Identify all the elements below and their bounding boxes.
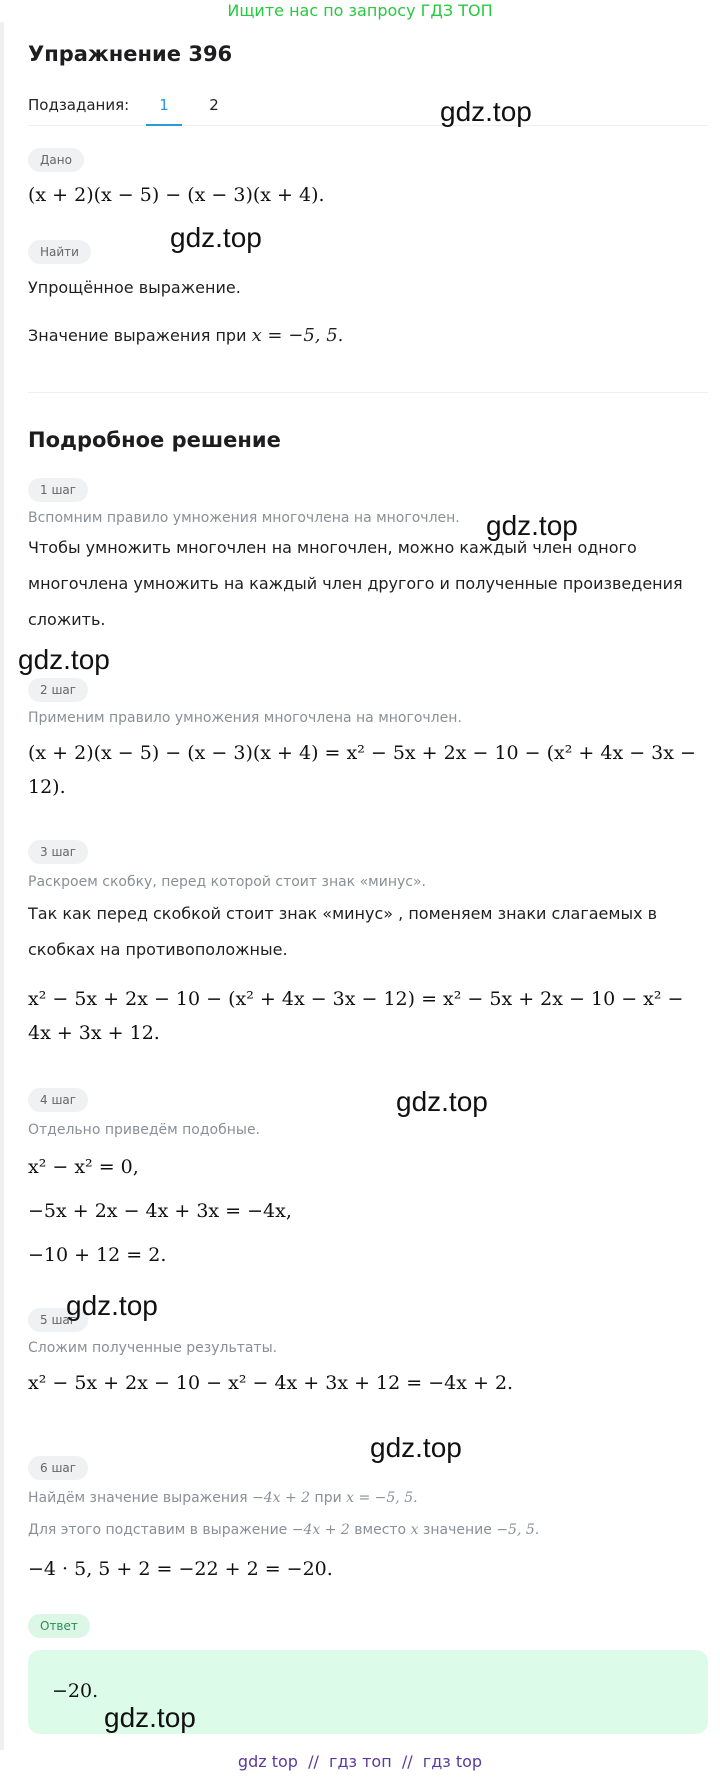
- tab-subtask-1[interactable]: 1: [146, 96, 182, 126]
- subtasks-label: Подзадания:: [28, 96, 130, 114]
- step-6-hint-b-4: x: [410, 1522, 419, 1538]
- step-6-hint-b-2: −4x + 2: [291, 1522, 350, 1538]
- step-1-text: Чтобы умножить многочлен на многочлен, можно каждый член одного многочлена умножить на каждый член другого и полученные произведения сложить.: [28, 538, 683, 629]
- step-6-hint-a-3: при: [310, 1490, 347, 1506]
- find-line-2-math: x = −5, 5.: [251, 325, 344, 346]
- answer-value: −20.: [52, 1680, 99, 1702]
- given-expression: (x + 2)(x − 5) − (x − 3)(x + 4).: [28, 184, 325, 206]
- step-6-hint-b-6: −5, 5.: [496, 1522, 540, 1538]
- watermark: gdz.top: [66, 1290, 158, 1321]
- step-2-hint: Применим правило умножения многочлена на многочлен.: [28, 710, 462, 726]
- find-chip: Найти: [28, 240, 91, 264]
- footer-links[interactable]: gdz top // гдз топ // гдз top: [237, 1752, 483, 1771]
- step-6-hint-a-2: −4x + 2: [252, 1490, 311, 1506]
- step-6-hint-a: [28, 1490, 418, 1506]
- step-2-math-1: (x + 2)(x − 5) − (x − 3)(x + 4) = x² − 5x + 2x − 10 − (x² + 4x − 3x −: [28, 742, 696, 764]
- left-rule: [0, 22, 4, 1750]
- watermark: gdz.top: [396, 1086, 488, 1117]
- step-4-math-3: −10 + 12 = 2.: [28, 1244, 167, 1266]
- step-4-math-2: −5x + 2x − 4x + 3x = −4x,: [28, 1200, 292, 1222]
- step-4-math-1: x² − x² = 0,: [28, 1156, 139, 1178]
- answer-chip: Ответ: [28, 1614, 90, 1638]
- find-line-2: [28, 318, 708, 354]
- step-5-math-1: x² − 5x + 2x − 10 − x² − 4x + 3x + 12 = −4x + 2.: [28, 1372, 514, 1394]
- top-banner[interactable]: Ищите нас по запросу ГДЗ ТОП: [227, 1, 493, 20]
- step-6-chip: 6 шаг: [28, 1456, 88, 1480]
- watermark: gdz.top: [370, 1432, 462, 1463]
- step-6-hint-a-4: x = −5, 5.: [346, 1490, 418, 1506]
- watermark: gdz.top: [486, 510, 578, 541]
- step-4-chip: 4 шаг: [28, 1088, 88, 1112]
- watermark: gdz.top: [18, 644, 110, 675]
- solution-title: Подробное решение: [28, 428, 281, 452]
- step-3-chip: 3 шаг: [28, 840, 88, 864]
- step-6-hint-b-3: вместо: [349, 1522, 411, 1538]
- find-line-2-text: Значение выражения при: [28, 326, 252, 345]
- step-2-math-2: 12).: [28, 776, 66, 798]
- subtasks-bar: [28, 96, 708, 126]
- step-6-hint-a-1: Найдём значение выражения: [28, 1490, 253, 1506]
- step-3-math-1: x² − 5x + 2x − 10 − (x² + 4x − 3x − 12) = x² − 5x + 2x − 10 − x² −: [28, 988, 684, 1010]
- divider: [28, 392, 708, 393]
- find-line-1: Упрощённое выражение.: [28, 278, 241, 297]
- step-6-math-1: −4 · 5, 5 + 2 = −22 + 2 = −20.: [28, 1558, 333, 1580]
- watermark: gdz.top: [440, 96, 532, 127]
- step-3-hint: Раскроем скобку, перед которой стоит знак «минус».: [28, 874, 426, 890]
- step-1-hint: Вспомним правило умножения многочлена на многочлен.: [28, 510, 460, 526]
- step-6-hint-b-1: Для этого подставим в выражение: [28, 1522, 292, 1538]
- step-2-chip: 2 шаг: [28, 678, 88, 702]
- step-1-chip: 1 шаг: [28, 478, 88, 502]
- step-5-hint: Сложим полученные результаты.: [28, 1340, 278, 1356]
- step-6-hint-b: [28, 1522, 539, 1538]
- step-5-chip: 5 шаг: [28, 1308, 88, 1332]
- given-chip: Дано: [28, 148, 84, 172]
- step-3-text: Так как перед скобкой стоит знак «минус» , поменяем знаки слагаемых в скобках на противоположные.: [28, 904, 658, 959]
- tab-subtask-2[interactable]: 2: [209, 96, 219, 114]
- watermark: gdz.top: [170, 222, 262, 253]
- step-6-hint-b-5: значение: [418, 1522, 497, 1538]
- watermark: gdz.top: [104, 1702, 196, 1733]
- page-title: Упражнение 396: [28, 42, 233, 66]
- step-3-math-2: 4x + 3x + 12.: [28, 1022, 160, 1044]
- step-4-hint: Отдельно приведём подобные.: [28, 1122, 261, 1138]
